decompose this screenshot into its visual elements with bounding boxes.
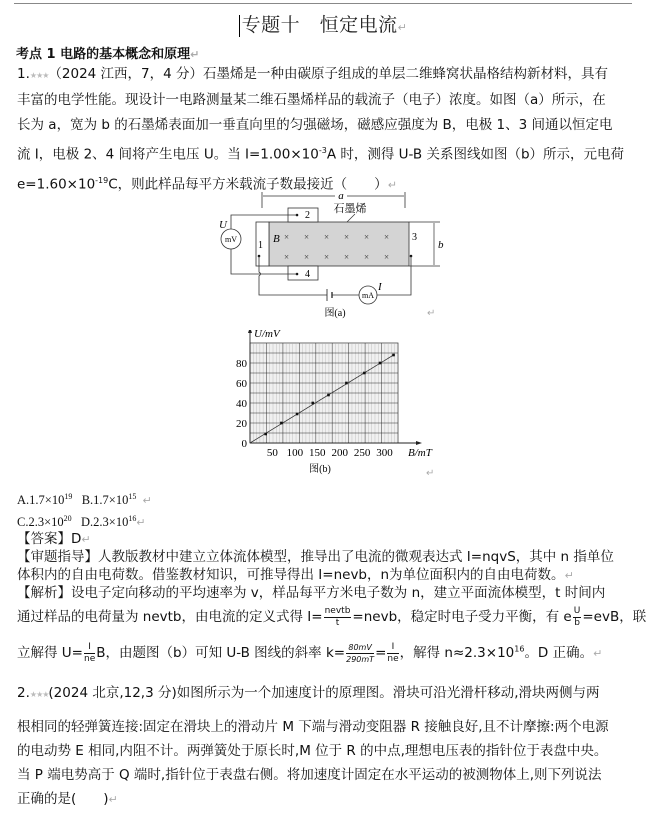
y-tick-label: 40 <box>236 398 247 410</box>
analysis-text: 通过样品的电荷量为 nevtb，由电流的定义式得 I= <box>17 609 323 625</box>
fraction-numerator: U <box>573 605 581 616</box>
analysis-text: 【解析】设电子定向移动的平均速率为 v，样品每平方米电子数为 n，建立平面流体模型，t 时间内 <box>17 585 606 601</box>
label-electrode-4: 4 <box>305 269 310 280</box>
fraction-denominator: ne <box>387 653 399 664</box>
text-cursor <box>239 15 240 37</box>
analysis-line-3 <box>17 641 631 665</box>
figure-a-caption: 图(a) <box>324 308 346 319</box>
label-b: b <box>438 239 444 251</box>
y-axis-label: U/mV <box>254 330 280 340</box>
option-b <box>82 493 137 507</box>
paragraph-mark-icon: ↵ <box>593 647 603 660</box>
y-tick-label: 60 <box>236 378 247 390</box>
fraction <box>387 642 398 665</box>
data-point <box>345 382 348 385</box>
paragraph-mark-icon: ↵ <box>427 308 436 319</box>
question-2 <box>17 681 629 812</box>
paragraph-mark-icon: ↵ <box>426 468 435 478</box>
paragraph-mark-icon: ↵ <box>108 793 118 806</box>
fraction-denominator: 290mT <box>346 654 375 664</box>
x-tick-label: 300 <box>376 447 393 459</box>
fraction <box>346 642 374 665</box>
q1-line: 长为 a，宽为 b 的石墨烯表面加一垂直向里的匀强磁场，磁感应强度为 B，电极 1、3 间通以恒定电 <box>17 117 613 133</box>
q2-number: 2. <box>17 685 30 701</box>
option-d-text: D.2.3×10 <box>81 515 129 530</box>
label-electrode-2: 2 <box>305 210 310 221</box>
cross-mark: × <box>304 232 310 242</box>
q1-number: 1. <box>17 66 30 82</box>
answer-line <box>17 527 631 547</box>
data-point <box>363 372 366 375</box>
cross-mark: × <box>344 252 350 262</box>
x-tick-label: 200 <box>331 447 348 459</box>
page-title <box>0 10 646 37</box>
x-tick-label: 50 <box>266 447 278 459</box>
q1-exp: -19 <box>95 175 109 185</box>
cross-mark: × <box>364 232 370 242</box>
x-tick-label: 250 <box>353 447 371 459</box>
cross-mark: × <box>384 252 390 262</box>
title-text: 专题十 恒定电流 <box>241 14 398 36</box>
paragraph-mark-icon: ↵ <box>136 517 146 530</box>
y-tick-label: 20 <box>236 418 247 430</box>
y-tick-label: 80 <box>236 358 247 370</box>
option-b-exp: 15 <box>128 492 137 501</box>
q1-line: A 时，测得 U-B 关系图线如图（b）所示，元电荷 <box>326 146 625 163</box>
x-axis-arrow-icon <box>416 441 422 445</box>
cross-mark: × <box>364 252 370 262</box>
data-point <box>264 433 267 436</box>
label-a: a <box>338 190 344 202</box>
q1-exp: -3 <box>318 146 327 155</box>
figure-a-circuit <box>215 186 455 322</box>
graphene-pointer <box>347 214 355 222</box>
q2-line: 根相同的轻弹簧连接:固定在滑块上的滑动片 M 下端与滑动变阻器 R 接触良好,且不计摩擦:两个电源 <box>17 719 609 735</box>
analysis-text: =evB，联 <box>582 609 646 625</box>
fraction-numerator: I <box>84 642 95 654</box>
q1-line: 流 I，电极 2、4 间将产生电压 U。当 I=1.00×10 <box>17 146 319 163</box>
fraction-numerator: nevtb <box>324 605 351 616</box>
option-b-text: B.1.7×10 <box>81 493 129 508</box>
paragraph-mark-icon: ↵ <box>142 495 152 508</box>
label-mV: mV <box>225 235 237 244</box>
section-text: 考点 1 电路的基本概念和原理 <box>16 47 191 62</box>
x-axis-label: B/mT <box>408 447 432 459</box>
paragraph-mark-icon: ↵ <box>81 533 91 546</box>
analysis-line-1 <box>17 581 631 601</box>
x-tick-label: 100 <box>286 447 304 459</box>
fraction-denominator: b <box>574 617 580 628</box>
fraction-denominator: ne <box>83 653 96 664</box>
cross-mark: × <box>284 252 290 262</box>
q1-line: C，则此样品每平方米载流子数最接近（ ） <box>108 176 388 192</box>
answer-options <box>17 488 152 532</box>
label-graphene: 石墨烯 <box>333 203 367 215</box>
analysis-text: 立解得 U= <box>17 645 83 661</box>
data-point <box>379 362 382 365</box>
option-a-exp: 19 <box>64 492 73 501</box>
fraction-numerator: 80mV <box>346 642 374 654</box>
cross-mark: × <box>324 252 330 262</box>
x-tick-labels <box>267 447 393 459</box>
y-tick-label: 0 <box>241 438 247 450</box>
data-point <box>280 422 283 425</box>
y-axis-arrow-icon <box>248 330 252 333</box>
q2-line: 如图所示为一个加速度计的原理图。滑块可沿光滑杆移动,滑块两侧与两 <box>176 685 600 701</box>
label-electrode-3: 3 <box>412 232 417 243</box>
y-tick-labels <box>236 358 248 450</box>
option-d-exp: 16 <box>128 514 137 524</box>
fraction <box>573 606 582 629</box>
q2-line: 当 P 端电势高于 Q 端时,指针位于表盘右侧。将加速度计固定在水平运动的被测物体上,则下列说法 <box>17 767 602 783</box>
paragraph-mark-icon: ↵ <box>387 178 397 191</box>
q2-line: 正确的是( ) <box>17 791 109 807</box>
q1-line: 石墨烯是一种由碳原子组成的单层二维蜂窝状晶格结构新材料，具有 <box>203 66 609 82</box>
analysis-text: = <box>375 645 387 661</box>
electrode-4 <box>288 266 318 280</box>
analysis-exp: 16 <box>514 644 525 654</box>
figure-b-chart <box>220 330 450 478</box>
guide-line <box>17 545 631 565</box>
analysis-text: =nevb，稳定时电子受力平衡，有 e <box>352 609 572 625</box>
question-1 <box>17 62 631 197</box>
analysis-text: B，由题图（b）可知 U-B 图线的斜率 k= <box>96 645 346 661</box>
cross-mark: × <box>344 232 350 242</box>
data-point <box>392 354 395 357</box>
q1-source: （2024 江西，7，4 分） <box>48 66 204 82</box>
fraction-denominator: t <box>335 617 340 628</box>
cross-mark: × <box>384 232 390 242</box>
fraction-numerator: I <box>387 642 398 654</box>
label-electrode-1: 1 <box>258 240 263 251</box>
data-point <box>311 402 314 405</box>
fraction <box>324 606 352 629</box>
data-point <box>327 394 330 397</box>
label-I: I <box>378 281 382 293</box>
difficulty-stars-icon: ★★★ <box>29 690 49 699</box>
cross-mark: × <box>304 252 310 262</box>
q1-line: 丰富的电学性能。现设计一电路测量某二维石墨烯样品的载流子（电子）浓度。如图（a）所示，在 <box>17 92 606 108</box>
answer-text: 【答案】D <box>17 531 82 547</box>
option-c-exp: 20 <box>63 514 72 524</box>
paragraph-mark-icon: ↵ <box>397 21 408 34</box>
option-a <box>17 493 72 507</box>
fraction <box>84 642 95 665</box>
cross-mark: × <box>284 232 290 242</box>
q2-source: (2024 北京,12,3 分) <box>48 685 177 701</box>
section-heading <box>16 43 199 62</box>
option-a-text: A.1.7×10 <box>17 493 65 508</box>
analysis-line-2 <box>17 605 646 629</box>
q2-line: 的电动势 E 相同,内阻不计。两弹簧处于原长时,M 位于 R 的中点,理想电压表的指针位于表盘中央。 <box>17 743 608 759</box>
label-U: U <box>219 219 227 231</box>
paragraph-mark-icon: ↵ <box>564 569 574 582</box>
guide-line <box>17 563 631 583</box>
q1-line: e=1.60×10 <box>17 176 96 192</box>
option-c-text: C.2.3×10 <box>17 515 64 530</box>
analysis-text: 。D 正确。 <box>524 645 594 661</box>
analysis-text: ，解得 n≈2.3×10 <box>399 645 515 661</box>
label-B: B <box>273 233 280 245</box>
data-point <box>296 413 299 416</box>
difficulty-stars-icon: ★★★ <box>29 71 49 80</box>
x-tick-label: 150 <box>309 447 326 459</box>
paragraph-mark-icon: ↵ <box>190 48 200 61</box>
cross-mark: × <box>324 232 330 242</box>
guide-text: 【审题指导】人教版教材中建立立体流体模型，推导出了电流的微观表达式 I=nqvS，其中 n 指单位 <box>17 549 614 565</box>
label-mA: mA <box>362 291 374 300</box>
header-rule <box>14 3 632 4</box>
guide-text: 体积内的自由电荷数。借鉴教材知识，可推导得出 I=nevb，n为单位面积内的自由电荷数。 <box>17 567 565 583</box>
figure-b-caption: 图(b) <box>309 464 331 475</box>
chart-grid <box>250 343 398 443</box>
